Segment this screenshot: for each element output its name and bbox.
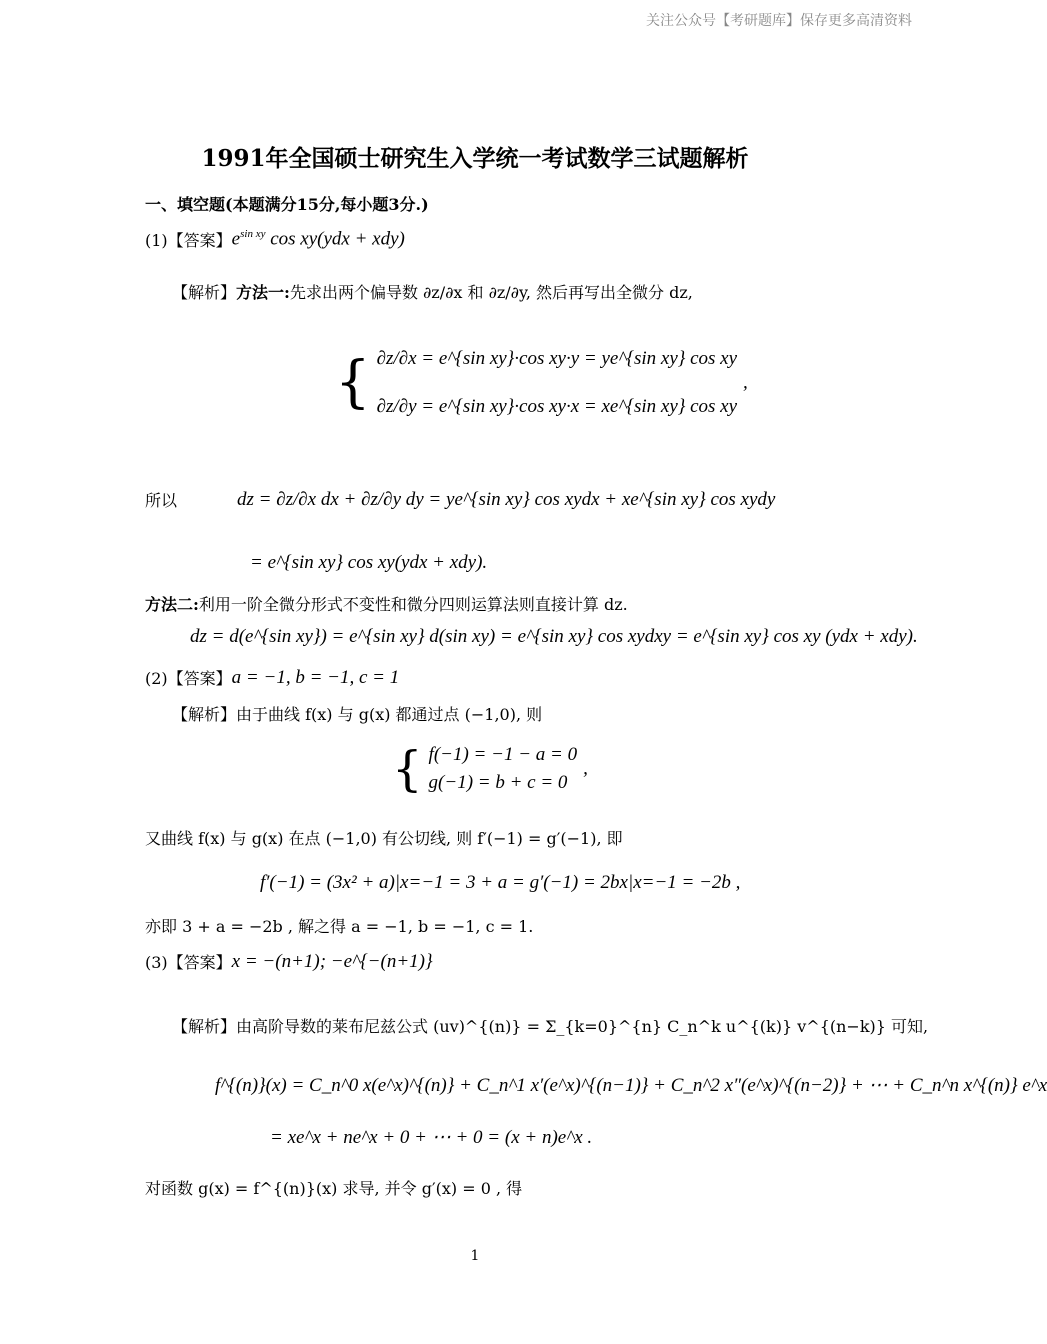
q1-eq-method2: dz = d(e^{sin xy}) = e^{sin xy} d(sin xy) = e^{sin xy} cos xydxy = e^{sin xy} cos xy (ydx + xdy).: [190, 626, 918, 647]
q1-eq-partial-y: ∂z/∂y = e^{sin xy}·cos xy·x = xe^{sin xy} cos xy: [376, 396, 738, 417]
q2-answer-line: [145, 666, 399, 689]
document-title: 1991年全国硕士研究生入学统一考试数学三试题解析: [201, 145, 749, 172]
q2-text2: 又曲线 f(x) 与 g(x) 在点 (−1,0) 有公切线, 则 f′(−1) = g′(−1), 即: [145, 829, 623, 848]
q1-eq-partial-x: ∂z/∂x = e^{sin xy}·cos xy·y = ye^{sin xy} cos xy: [376, 348, 738, 369]
q2-system: [392, 741, 588, 797]
page-number: 1: [470, 1248, 480, 1264]
q1-partials-system: [335, 348, 748, 418]
q3-eq-result: = xe^x + ne^x + 0 + ⋯ + 0 = (x + n)e^x .: [270, 1127, 593, 1148]
q3-text1: 由高阶导数的莱布尼兹公式 (uv)^{(n)} = Σ_{k=0}^{n} C_n^k u^{(k)} v^{(n−k)} 可知,: [236, 1017, 929, 1036]
q1-eq-dz: dz = ∂z/∂x dx + ∂z/∂y dy = ye^{sin xy} cos xydx + xe^{sin xy} cos xydy: [237, 488, 776, 510]
q2-sys-eq2: g(−1) = b + c = 0: [428, 772, 568, 793]
q2-analysis-line: [172, 702, 542, 725]
q3-eq-leibniz: f^{(n)}(x) = C_n^0 x(e^x)^{(n)} + C_n^1 x′(e^x)^{(n−1)} + C_n^2 x″(e^x)^{(n−2)} + ⋯ + C_n^n x^{(n)} e^x: [215, 1075, 1047, 1096]
q1-method2-line: [145, 592, 628, 615]
q1-answer-line: [145, 228, 405, 251]
q1-so-label: 所以: [145, 491, 178, 510]
q3-text2: 对函数 g(x) = f^{(n)}(x) 求导, 并令 g′(x) = 0 , 得: [145, 1179, 523, 1198]
q2-text1: 由于曲线 f(x) 与 g(x) 都通过点 (−1,0), 则: [236, 705, 543, 724]
q1-method1-label: 方法一:: [236, 283, 290, 302]
q1-method2-label: 方法二:: [145, 595, 199, 614]
q2-sys-eq1: f(−1) = −1 − a = 0: [428, 744, 578, 765]
q2-answer-label: (2)【答案】: [145, 669, 232, 688]
q3-answer-label: (3)【答案】: [145, 953, 232, 972]
q3-analysis-label: 【解析】: [172, 1017, 237, 1036]
q3-analysis-line: [172, 1014, 928, 1037]
comma-text: ,: [743, 372, 748, 393]
q1-total-diff-line: [145, 488, 775, 511]
page-header-watermark: 关注公众号【考研题库】保存更多高清资料: [646, 13, 912, 29]
comma-text: ,: [583, 758, 588, 779]
q1-eq-dz-result: = e^{sin xy} cos xy(ydx + xdy).: [250, 552, 488, 573]
left-brace-symbol: {: [392, 741, 423, 797]
q1-answer-formula: $e^{sin xy}$ cos xy(ydx + xdy): [231, 228, 405, 250]
q1-answer-label: (1)【答案】: [145, 231, 232, 250]
section-heading-fill-in: 一、填空题(本题满分15分,每小题3分.): [145, 195, 429, 214]
q3-answer-value: x = −(n+1); −e^{−(n+1)}: [231, 950, 433, 972]
q1-method1-line: [172, 280, 693, 303]
q2-eq-derivative: f′(−1) = (3x² + a)|x=−1 = 3 + a = g′(−1) = 2bx|x=−1 = −2b ,: [260, 872, 741, 893]
q2-text3: 亦即 3 + a = −2b , 解之得 a = −1, b = −1, c = 1.: [145, 917, 534, 936]
q3-answer-line: [145, 950, 433, 973]
q2-analysis-label: 【解析】: [172, 705, 237, 724]
left-brace-symbol: {: [335, 350, 371, 415]
q1-method1-text: 先求出两个偏导数 ∂z/∂x 和 ∂z/∂y, 然后再写出全微分 dz,: [289, 283, 693, 302]
q2-answer-value: a = −1, b = −1, c = 1: [231, 666, 400, 688]
q1-analysis-label: 【解析】: [172, 283, 237, 302]
q1-method2-text: 利用一阶全微分形式不变性和微分四则运算法则直接计算 dz.: [198, 595, 628, 614]
